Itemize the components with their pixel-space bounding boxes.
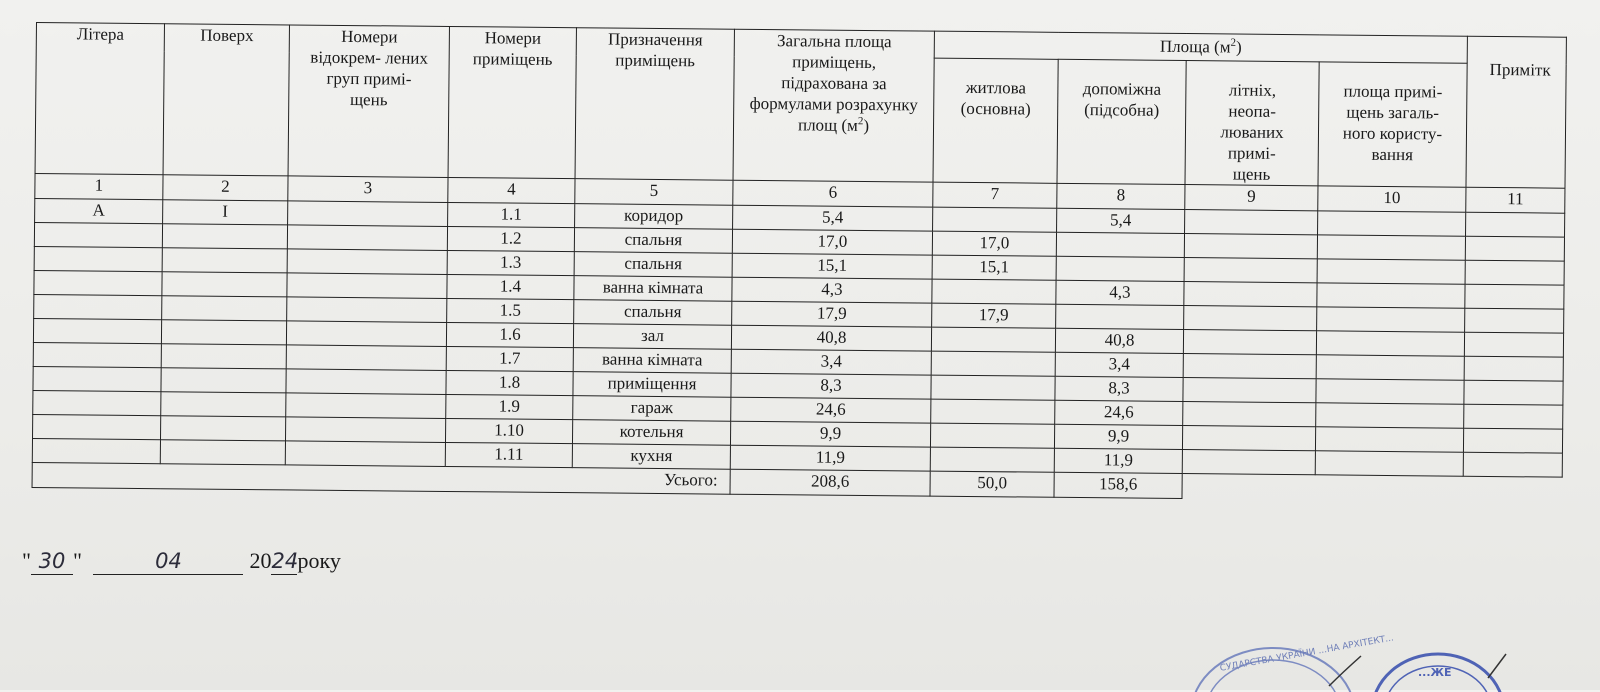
cell-purpose: спальня xyxy=(574,300,732,326)
cell-summer xyxy=(1183,378,1316,403)
cell-purpose: коридор xyxy=(575,204,733,230)
cell-auxiliary xyxy=(1056,232,1184,257)
cell-floor xyxy=(160,416,285,441)
cell-floor xyxy=(161,368,286,393)
cell-room-number: 1.8 xyxy=(446,370,573,395)
cell-room-number: 1.11 xyxy=(445,442,572,467)
cell-floor xyxy=(161,320,286,345)
cell-note xyxy=(1466,212,1565,237)
column-number: 7 xyxy=(933,182,1057,208)
cell-summer xyxy=(1183,354,1316,379)
date-open-quote: " xyxy=(22,548,31,573)
cell-summer xyxy=(1185,210,1318,235)
cell-residential xyxy=(932,279,1056,304)
column-number: 3 xyxy=(288,176,448,203)
cell-room-number: 1.2 xyxy=(447,226,574,251)
date-word: року xyxy=(297,548,341,573)
cell-purpose: спальня xyxy=(574,228,732,254)
cell-note xyxy=(1463,452,1562,477)
cell-common xyxy=(1318,211,1466,236)
cell-group xyxy=(287,225,447,251)
cell-room-number: 1.3 xyxy=(447,250,574,275)
totals-total-area: 208,6 xyxy=(730,469,930,496)
cell-litera xyxy=(34,270,162,295)
date-close-quote: " xyxy=(72,548,82,573)
cell-purpose: зал xyxy=(573,324,731,350)
cell-group xyxy=(285,417,445,443)
cell-note xyxy=(1465,260,1564,285)
header-note: Примітк xyxy=(1466,36,1566,188)
date-year-prefix: 20 xyxy=(249,548,272,573)
cell-total-area: 17,0 xyxy=(732,229,932,255)
cell-room-number: 1.9 xyxy=(446,394,573,419)
cell-total-area: 5,4 xyxy=(733,205,933,231)
cell-total-area: 9,9 xyxy=(730,421,930,447)
cell-common xyxy=(1317,283,1465,308)
cell-common xyxy=(1315,451,1463,476)
cell-floor: І xyxy=(163,200,288,225)
cell-residential xyxy=(930,447,1054,472)
cell-note xyxy=(1463,428,1562,453)
cell-total-area: 15,1 xyxy=(732,253,932,279)
header-groups: Номери відокрем- лених груп примі- щень xyxy=(288,25,449,178)
totals-empty xyxy=(1463,476,1562,502)
cell-room-number: 1.5 xyxy=(447,298,574,323)
cell-purpose: ванна кімната xyxy=(573,348,731,374)
header-summer: літніх, неопа- люваних примі- щень xyxy=(1185,61,1319,186)
date-month-blank xyxy=(93,548,243,575)
seal-text-2: ...ЖЕ xyxy=(1418,666,1452,679)
cell-auxiliary: 3,4 xyxy=(1055,352,1183,377)
date-line xyxy=(22,548,341,575)
cell-auxiliary: 40,8 xyxy=(1055,328,1183,353)
cell-auxiliary: 8,3 xyxy=(1055,376,1183,401)
cell-residential: 17,0 xyxy=(932,231,1056,256)
header-floor: Поверх xyxy=(163,24,289,176)
cell-auxiliary: 9,9 xyxy=(1054,424,1182,449)
totals-empty xyxy=(1315,475,1463,501)
cell-purpose: приміщення xyxy=(573,372,731,398)
cell-total-area: 24,6 xyxy=(731,397,931,423)
header-total-area-text: Загальна площа приміщень, підрахована за формулами розрахунку площ (м xyxy=(749,31,918,135)
header-area-group-text: Площа (м xyxy=(1159,36,1231,57)
column-number: 1 xyxy=(35,173,163,199)
column-number: 10 xyxy=(1318,186,1466,212)
cell-auxiliary: 5,4 xyxy=(1057,208,1185,233)
cell-common xyxy=(1316,331,1464,356)
cell-residential: 17,9 xyxy=(932,303,1056,328)
cell-litera xyxy=(33,366,161,391)
cell-group xyxy=(286,393,446,419)
cell-summer xyxy=(1183,402,1316,427)
cell-common xyxy=(1316,403,1464,428)
totals-auxiliary: 158,6 xyxy=(1054,472,1182,498)
seal-text-1: СУДАРСТВА УКРАЇНИ ...НА АРХІТЕКТ... xyxy=(1219,633,1395,674)
cell-residential xyxy=(930,423,1054,448)
cell-room-number: 1.4 xyxy=(447,274,574,299)
column-number: 2 xyxy=(163,175,288,201)
column-number: 11 xyxy=(1466,187,1565,213)
cell-auxiliary: 4,3 xyxy=(1056,280,1184,305)
cell-summer xyxy=(1184,306,1317,331)
cell-floor xyxy=(161,392,286,417)
cell-litera xyxy=(33,342,161,367)
cell-room-number: 1.1 xyxy=(448,202,575,227)
header-total-area xyxy=(733,29,934,182)
header-common: площа примі- щень загаль- ного користу- вання xyxy=(1318,62,1467,187)
cell-auxiliary xyxy=(1056,256,1184,281)
table-body xyxy=(32,198,1564,477)
totals-residential: 50,0 xyxy=(930,471,1054,497)
column-number: 5 xyxy=(575,179,733,206)
cell-summer xyxy=(1182,450,1315,475)
cell-summer xyxy=(1183,330,1316,355)
cell-litera: А xyxy=(35,198,163,223)
cell-note xyxy=(1465,284,1564,309)
cell-summer xyxy=(1184,282,1317,307)
cell-note xyxy=(1464,404,1563,429)
cell-residential xyxy=(931,327,1055,352)
cell-group xyxy=(285,441,445,467)
cell-residential xyxy=(931,399,1055,424)
cell-summer xyxy=(1184,258,1317,283)
cell-note xyxy=(1465,308,1564,333)
cell-total-area: 40,8 xyxy=(731,325,931,351)
cell-summer xyxy=(1182,426,1315,451)
cell-purpose: ванна кімната xyxy=(574,276,732,302)
cell-group xyxy=(288,201,448,227)
date-year-suffix: 24 xyxy=(271,549,299,573)
date-day-blank xyxy=(31,548,73,575)
cell-total-area: 17,9 xyxy=(732,301,932,327)
cell-note xyxy=(1465,236,1564,261)
cell-note xyxy=(1464,332,1563,357)
header-total-area-sup: 2 xyxy=(857,115,864,128)
cell-litera xyxy=(34,246,162,271)
cell-litera xyxy=(33,390,161,415)
cell-residential xyxy=(931,375,1055,400)
cell-residential: 15,1 xyxy=(932,255,1056,280)
column-number: 8 xyxy=(1057,183,1185,209)
area-table-wrapper xyxy=(32,22,1600,503)
cell-total-area: 11,9 xyxy=(730,445,930,471)
cell-auxiliary xyxy=(1056,304,1184,329)
cell-common xyxy=(1316,355,1464,380)
signature-mark xyxy=(1325,652,1365,692)
totals-label: Усього: xyxy=(32,462,730,494)
cell-group xyxy=(287,273,447,299)
cell-group xyxy=(287,249,447,275)
cell-litera xyxy=(32,438,160,463)
cell-auxiliary: 11,9 xyxy=(1054,448,1182,473)
cell-note xyxy=(1464,380,1563,405)
company-seal-stamp xyxy=(1368,644,1508,690)
cell-purpose: гараж xyxy=(573,396,731,422)
cell-common xyxy=(1317,307,1465,332)
cell-total-area: 3,4 xyxy=(731,349,931,375)
column-number: 9 xyxy=(1185,185,1318,211)
totals-empty xyxy=(1182,474,1315,500)
header-litera: Літера xyxy=(35,23,164,175)
cell-litera xyxy=(33,414,161,439)
cell-room-number: 1.6 xyxy=(446,322,573,347)
cell-litera xyxy=(34,222,162,247)
cell-floor xyxy=(162,224,287,249)
cell-residential xyxy=(933,207,1057,232)
header-total-area-close: ) xyxy=(863,115,870,136)
cell-floor xyxy=(162,272,287,297)
header-purpose: Призначення приміщень xyxy=(575,28,734,181)
cell-purpose: котельня xyxy=(572,420,730,446)
cell-total-area: 4,3 xyxy=(732,277,932,303)
column-number: 4 xyxy=(448,177,575,203)
cell-common xyxy=(1315,427,1463,452)
cell-common xyxy=(1316,379,1464,404)
cell-note xyxy=(1464,356,1563,381)
cell-purpose: кухня xyxy=(572,444,730,470)
cell-summer xyxy=(1184,234,1317,259)
cell-litera xyxy=(33,318,161,343)
date-year-blank xyxy=(271,548,297,575)
cell-residential xyxy=(931,351,1055,376)
cell-room-number: 1.10 xyxy=(445,418,572,443)
cell-total-area: 8,3 xyxy=(731,373,931,399)
cell-room-number: 1.7 xyxy=(446,346,573,371)
cell-common xyxy=(1317,235,1465,260)
cell-floor xyxy=(162,296,287,321)
date-month: 04 xyxy=(155,549,182,573)
cell-floor xyxy=(162,248,287,273)
header-room-numbers: Номери приміщень xyxy=(448,26,576,178)
cell-group xyxy=(287,297,447,323)
area-table xyxy=(32,22,1567,503)
cell-group xyxy=(286,369,446,395)
header-residential: житлова (основна) xyxy=(933,58,1058,183)
cell-group xyxy=(286,345,446,371)
column-number: 6 xyxy=(733,180,933,207)
cell-floor xyxy=(160,440,285,465)
cell-group xyxy=(286,321,446,347)
header-auxiliary: допоміжна (підсобна) xyxy=(1057,59,1186,184)
header-area-group-sup: 2 xyxy=(1230,36,1237,49)
header-area-group-close: ) xyxy=(1235,37,1242,57)
cell-litera xyxy=(34,294,162,319)
cell-auxiliary: 24,6 xyxy=(1055,400,1183,425)
cell-floor xyxy=(161,344,286,369)
date-day: 30 xyxy=(38,549,66,573)
cell-common xyxy=(1317,259,1465,284)
cell-purpose: спальня xyxy=(574,252,732,278)
